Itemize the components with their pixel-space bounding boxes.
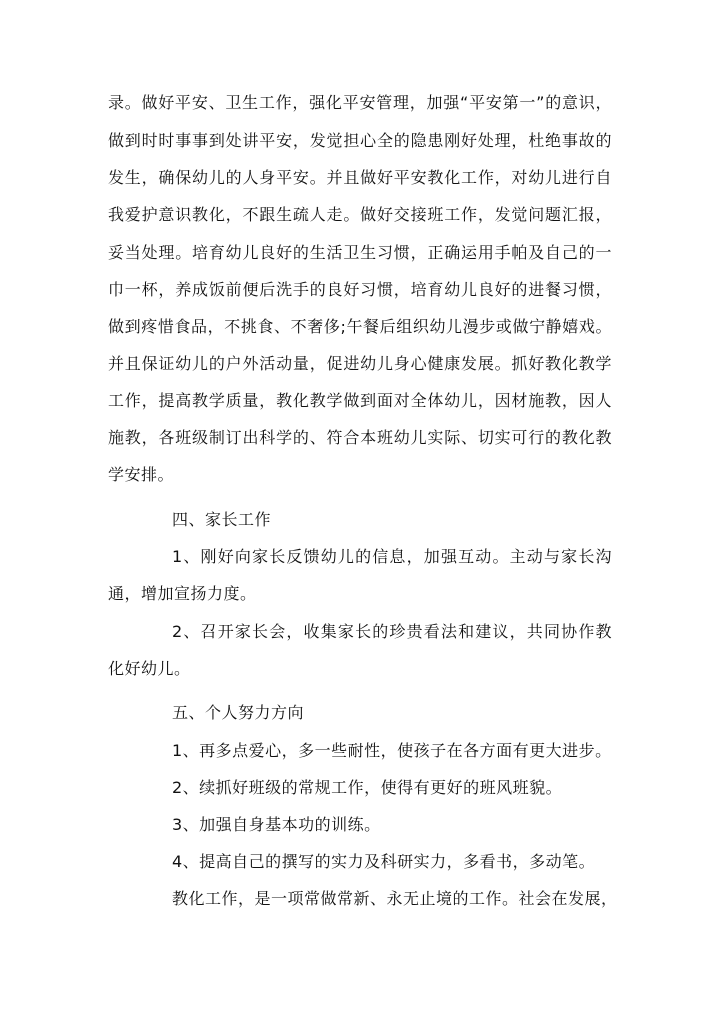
paragraph-line: 我爱护意识教化，不跟生疏人走。做好交接班工作，发觉问题汇报，: [108, 205, 612, 224]
paragraph-line: 发生，确保幼儿的人身平安。并且做好平安教化工作，对幼儿进行自: [108, 168, 612, 187]
paragraph-line: 并且保证幼儿的户外活动量，促进幼儿身心健康发展。抓好教化教学: [108, 354, 612, 373]
section-heading: 四、家长工作: [172, 510, 272, 529]
paragraph-line: 做到时时事事到处讲平安，发觉担心全的隐患刚好处理，杜绝事故的: [108, 131, 612, 150]
paragraph-line: 学安排。: [108, 465, 175, 484]
list-item: 4、提高自己的撰写的实力及科研实力，多看书，多动笔。: [172, 852, 596, 871]
list-item: 3、加强自身基本功的训练。: [172, 815, 381, 834]
paragraph-line: 做到疼惜食品，不挑食、不奢侈;午餐后组织幼儿漫步或做宁静嬉戏。: [108, 317, 612, 336]
paragraph-line: 录。做好平安、卫生工作，强化平安管理，加强“平安第一”的意识，: [108, 93, 612, 112]
list-item: 2、续抓好班级的常规工作，使得有更好的班风班貌。: [172, 778, 563, 797]
paragraph-line: 2、召开家长会，收集家长的珍贵看法和建议，共同协作教: [172, 622, 612, 641]
paragraph-line: 妥当处理。培育幼儿良好的生活卫生习惯，正确运用手帕及自己的一: [108, 243, 612, 262]
paragraph-line: 1、刚好向家长反馈幼儿的信息，加强互动。主动与家长沟: [172, 547, 612, 566]
section-heading: 五、个人努力方向: [172, 703, 305, 722]
paragraph-line: 施教，各班级制订出科学的、符合本班幼儿实际、切实可行的教化教: [108, 428, 612, 447]
paragraph-line: 工作，提高教学质量，教化教学做到面对全体幼儿，因材施教，因人: [108, 391, 612, 410]
paragraph-line: 教化工作，是一项常做常新、永无止境的工作。社会在发展，: [172, 889, 618, 908]
paragraph-line: 通，增加宣扬力度。: [108, 584, 257, 603]
paragraph-line: 化好幼儿。: [108, 659, 191, 678]
paragraph-line: 巾一杯，养成饭前便后洗手的良好习惯，培育幼儿良好的进餐习惯，: [108, 280, 612, 299]
list-item: 1、再多点爱心，多一些耐性，使孩子在各方面有更大进步。: [172, 741, 612, 760]
